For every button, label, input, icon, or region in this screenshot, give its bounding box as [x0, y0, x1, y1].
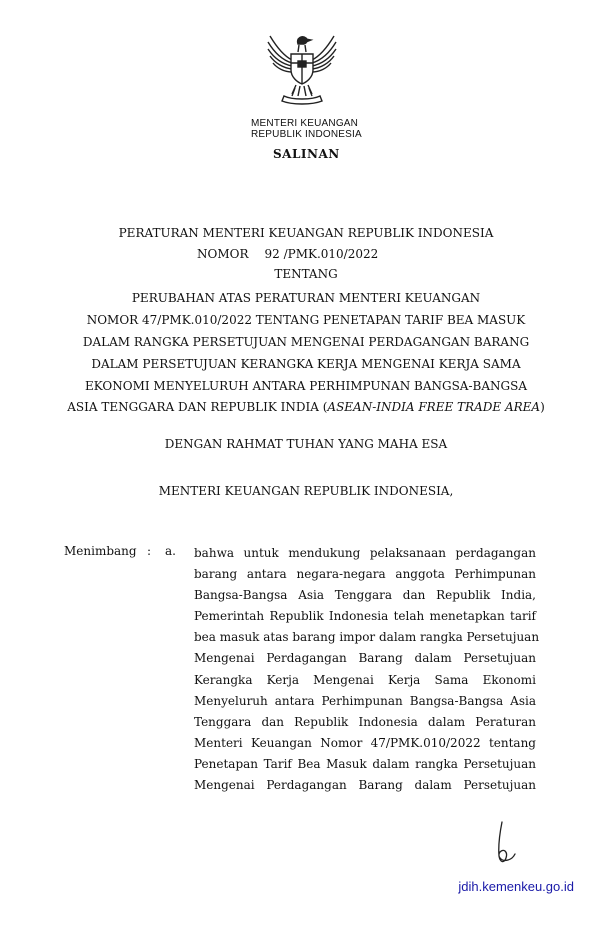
subject-last-italic: ASEAN-INDIA FREE TRADE AREA [327, 400, 541, 414]
menimbang-colon: : [147, 544, 152, 558]
paragraph-line: Tenggara dan Republik Indonesia dalam Peraturan [194, 714, 536, 729]
regulation-title: PERATURAN MENTERI KEUANGAN REPUBLIK INDONESIA [118, 226, 494, 240]
subject-line: PERUBAHAN ATAS PERATURAN MENTERI KEUANGAN [131, 291, 481, 305]
subject-line: EKONOMI MENYELURUH ANTARA PERHIMPUNAN BANGSA-BANGSA [85, 379, 527, 393]
subject-last-prefix: ASIA TENGGARA DAN REPUBLIK INDIA ( [67, 400, 328, 414]
subject-line-last [0, 396, 612, 418]
ministry-name: MENTERI KEUANGAN [251, 118, 359, 129]
subject-last-suffix: ) [540, 400, 545, 414]
regulation-number [197, 246, 378, 262]
paraf-signature-icon [484, 818, 524, 868]
paragraph-line: Mengenai Perdagangan Barang dalam Persetujuan [194, 778, 536, 793]
paragraph-line: Kerangka Kerja Mengenai Kerja Sama Ekonomi [194, 672, 536, 687]
paragraph-line: barang antara negara-negara anggota Perhimpunan [194, 567, 536, 582]
menimbang-paragraph [194, 543, 540, 796]
paragraph-line: Mengenai Perdagangan Barang dalam Persetujuan [194, 651, 536, 666]
paragraph-line: Menyeluruh antara Perhimpunan Bangsa-Bangsa Asia [194, 693, 536, 708]
copy-label: SALINAN [273, 147, 340, 161]
country-name: REPUBLIK INDONESIA [251, 129, 362, 140]
nomor-value: 92 /PMK.010/2022 [264, 247, 379, 261]
subject-line: NOMOR 47/PMK.010/2022 TENTANG PENETAPAN TARIF BEA MASUK [86, 313, 526, 327]
subject-line: DALAM RANGKA PERSETUJUAN MENGENAI PERDAGANGAN BARANG [82, 335, 530, 349]
minister-line: MENTERI KEUANGAN REPUBLIK INDONESIA, [158, 484, 454, 498]
rahmat-line: DENGAN RAHMAT TUHAN YANG MAHA ESA [164, 437, 448, 451]
paragraph-line: Menteri Keuangan Nomor 47/PMK.010/2022 tentang [194, 735, 536, 750]
menimbang-label: Menimbang [64, 544, 137, 558]
paragraph-line: bea masuk atas barang impor dalam rangka Persetujuan [194, 630, 540, 645]
website-link[interactable]: jdih.kemenkeu.go.id [458, 879, 574, 894]
paragraph-line: Bangsa-Bangsa Asia Tenggara dan Republik India, [194, 588, 536, 603]
paragraph-line: bahwa untuk mendukung pelaksanaan perdagangan [194, 546, 536, 560]
nomor-label: NOMOR [197, 247, 249, 261]
subject-line: DALAM PERSETUJUAN KERANGKA KERJA MENGENAI KERJA SAMA [91, 357, 521, 371]
tentang-label: TENTANG [274, 267, 338, 281]
paragraph-line: Penetapan Tarif Bea Masuk dalam rangka Persetujuan [194, 756, 536, 771]
menimbang-point: a. [165, 544, 176, 558]
paragraph-line: Pemerintah Republik Indonesia telah menetapkan tarif [194, 609, 536, 624]
garuda-emblem-icon [262, 30, 342, 110]
